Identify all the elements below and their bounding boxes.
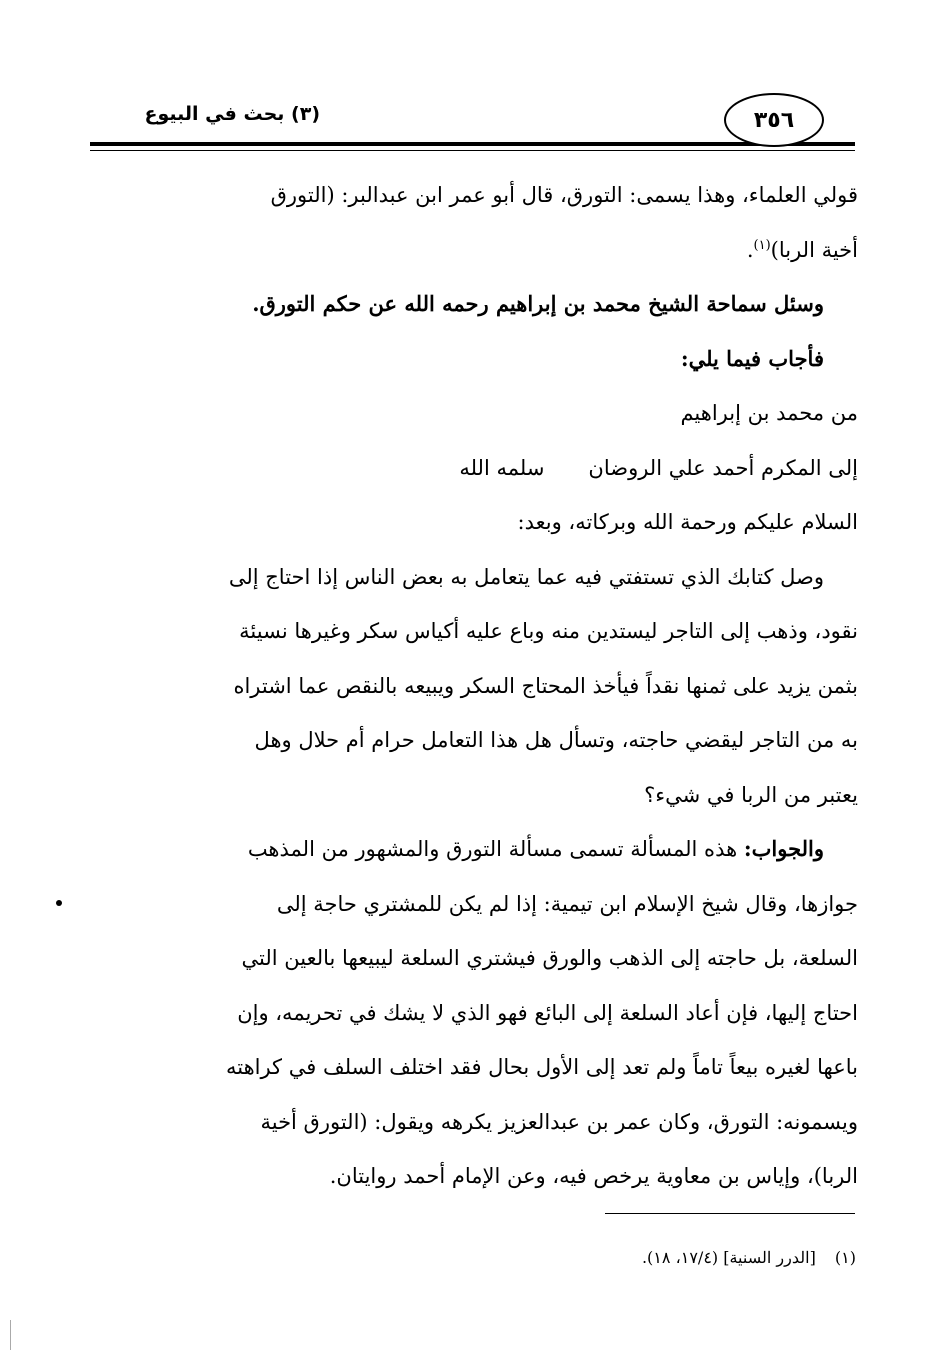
paragraph-intro bbox=[84, 168, 858, 277]
reply-label: والجواب: bbox=[743, 836, 824, 861]
recipient-greeting: سلمه الله bbox=[459, 455, 545, 480]
reply-paragraph bbox=[84, 822, 858, 1204]
salutation-paragraph bbox=[84, 495, 858, 550]
text-fragment: هذه المسألة تسمى مسألة التورق والمشهور من المذهب bbox=[247, 837, 738, 861]
text-line: قولي العلماء، وهذا يسمى: التورق، قال أبو عمر ابن عبدالبر: (التورق bbox=[270, 183, 858, 207]
footnote-reference: (١) bbox=[753, 237, 771, 253]
page-number-text: ٣٥٦ bbox=[753, 107, 795, 133]
text-line: جوازها، وقال شيخ الإسلام ابن تيمية: إذا لم يكن للمشتري حاجة إلى bbox=[276, 891, 858, 916]
text-fragment: . bbox=[746, 237, 754, 262]
text-fragment: أخية الربا) bbox=[770, 237, 858, 262]
letter-from bbox=[84, 386, 858, 441]
footnote-separator bbox=[605, 1213, 855, 1214]
footnote bbox=[300, 1246, 856, 1270]
answer-intro-paragraph bbox=[84, 332, 858, 387]
text-line: ويسمونه: التورق، وكان عمر بن عبدالعزيز يكرهه ويقول: (التورق أخية bbox=[260, 1109, 858, 1134]
page-number bbox=[724, 93, 824, 147]
margin-dot bbox=[56, 900, 62, 906]
footnote-text: [الدرر السنية] (١٧/٤، ١٨). bbox=[641, 1248, 816, 1267]
from-line: من محمد بن إبراهيم bbox=[680, 401, 858, 425]
text-line: يعتبر من الربا في شيء؟ bbox=[644, 782, 858, 807]
header-rule-thin bbox=[90, 150, 855, 151]
header-rule bbox=[90, 142, 855, 146]
footnote-number: (١) bbox=[834, 1248, 856, 1267]
text-line: وصل كتابك الذي تستفتي فيه عما يتعامل به بعض الناس إذا احتاج إلى bbox=[228, 564, 824, 589]
body-text bbox=[84, 168, 858, 1204]
text-line: الربا)، وإياس بن معاوية يرخص فيه، وعن الإمام أحمد روايتان. bbox=[329, 1164, 858, 1188]
text-line bbox=[84, 822, 858, 877]
letter-question-paragraph bbox=[84, 550, 858, 823]
text-line: بثمن يزيد على ثمنها نقداً فيأخذ المحتاج السكر ويبيعه بالنقص عما اشتراه bbox=[233, 673, 858, 698]
answer-heading: فأجاب فيما يلي: bbox=[680, 345, 824, 371]
text-line: السلعة، بل حاجته إلى الذهب والورق فيشتري السلعة ليبيعها بالعين التي bbox=[241, 946, 858, 970]
text-line: احتاج إليها، فإن أعاد السلعة إلى البائع فهو الذي لا يشك في تحريمه، وإن bbox=[237, 1000, 858, 1025]
text-line: باعها لغيره بيعاً تاماً ولم تعد إلى الأول بحال فقد اختلف السلف في كراهته bbox=[225, 1055, 858, 1079]
running-title: (٣) بحث في البيوع bbox=[144, 103, 320, 125]
question-heading: وسئل سماحة الشيخ محمد بن إبراهيم رحمه الله عن حكم التورق. bbox=[252, 291, 824, 316]
text-line bbox=[84, 223, 858, 278]
letter-to bbox=[84, 441, 858, 496]
text-line: به من التاجر ليقضي حاجته، وتسأل هل هذا التعامل حرام أم حلال وهل bbox=[254, 728, 858, 752]
scan-edge-mark bbox=[10, 1320, 11, 1350]
question-paragraph bbox=[84, 277, 858, 332]
salutation-line: السلام عليكم ورحمة الله وبركاته، وبعد: bbox=[517, 510, 858, 534]
to-line bbox=[84, 441, 858, 496]
recipient-name: إلى المكرم أحمد علي الروضان bbox=[588, 455, 858, 480]
text-line: نقود، وذهب إلى التاجر ليستدين منه وباع عليه أكياس سكر وغيرها نسيئة bbox=[239, 619, 858, 643]
